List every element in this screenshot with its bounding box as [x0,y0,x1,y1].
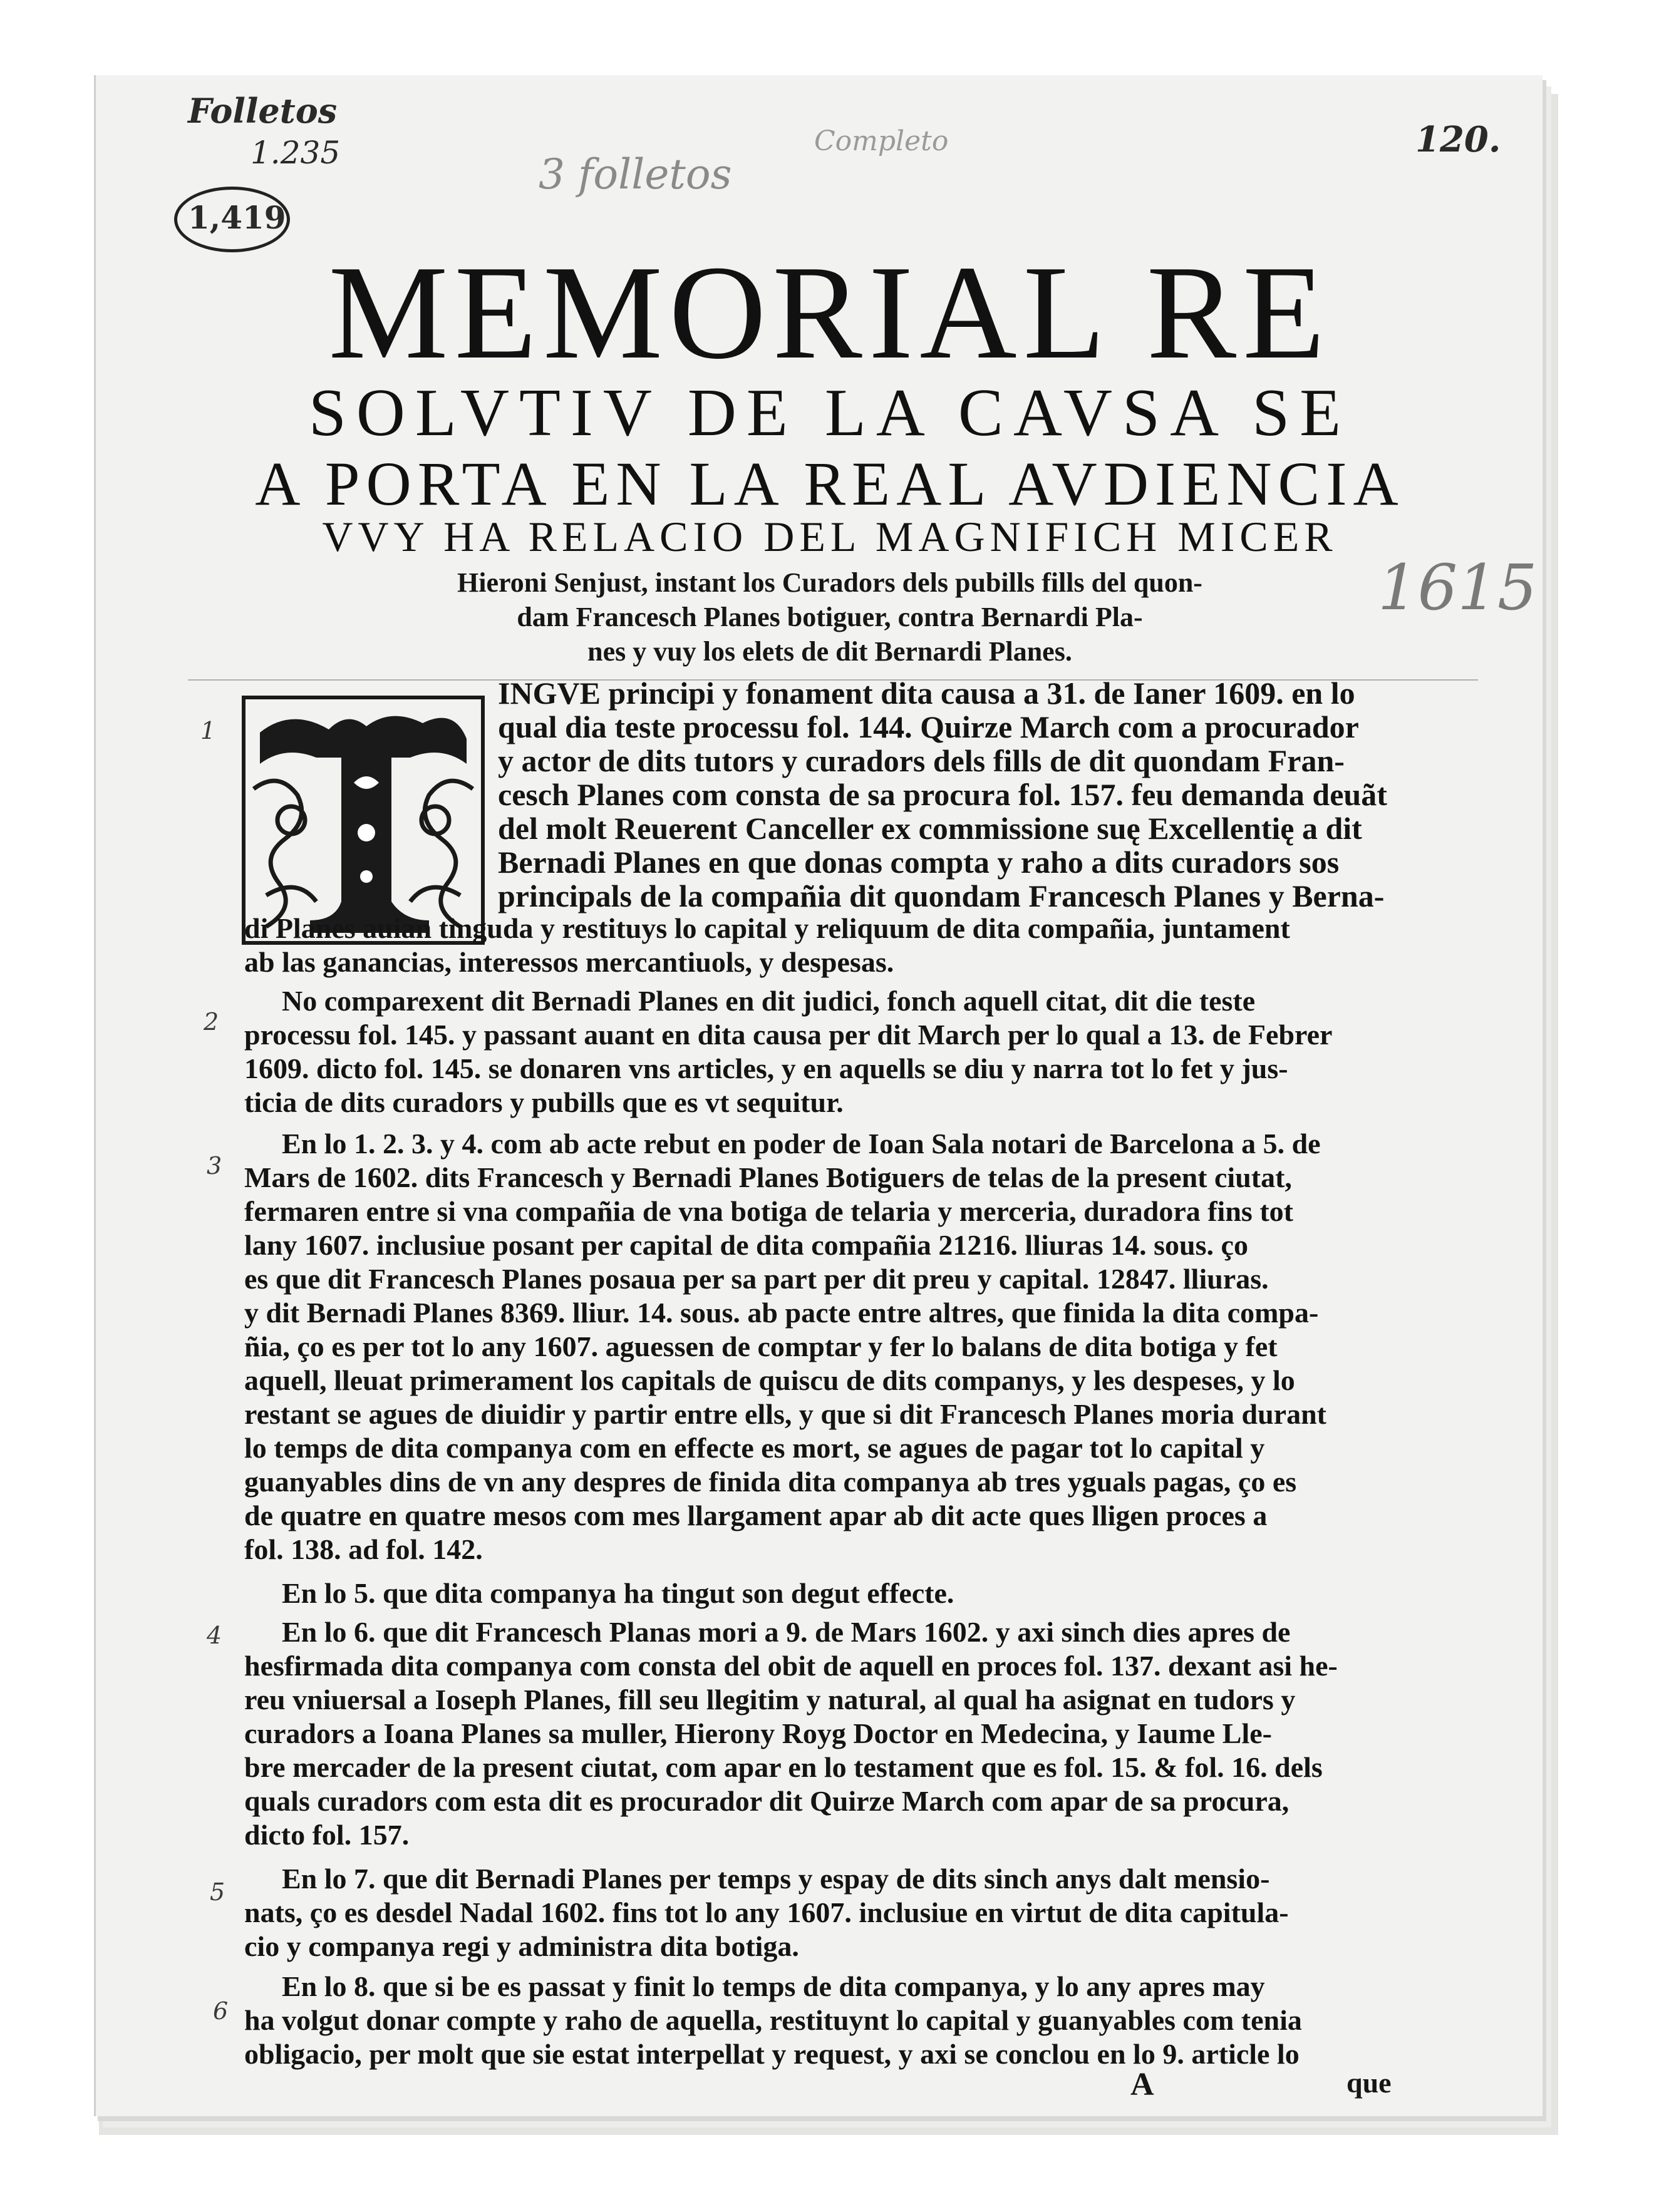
body-line: En lo 5. que dita companya ha tingut son degut effecte. [282,1577,954,1609]
decorated-initial-t-icon [241,695,485,945]
body-line: processu fol. 145. y passant auant en dita causa per dit March per lo qual a 13. de Febrer [244,1019,1333,1051]
margin-number: 3 [207,1152,222,1180]
body-line: INGVE principi y fonament dita causa a 31. de Ianer 1609. en lo [498,676,1355,711]
body-line: principals de la compañia dit quondam Francesch Planes y Berna- [498,878,1385,913]
annotation-year: 1615 [1378,551,1538,624]
body-line: cesch Planes com consta de sa procura fol. 157. feu demanda deuãt [498,777,1387,812]
body-line: ha volgut donar compte y raho de aquella, restituynt lo capital y guanyables com tenia [244,2004,1302,2036]
body-line: de quatre en quatre mesos com mes llargament apar ab dit acte ques lligen proces a [244,1500,1268,1531]
catchword: que [1346,2067,1392,2099]
body-line: restant se agues de diuidir y partir entre ells, y que si dit Francesch Planes moria durant [244,1398,1326,1430]
body-line: ab las ganancias, interessos mercantiuols, y despesas. [244,946,894,978]
body-line: aquell, lleuat primerament los capitals de quiscu de dits companys, y les despeses, y lo [244,1364,1295,1396]
body-line: qual dia teste processu fol. 144. Quirze March com a procurador [498,709,1359,744]
title-line-1: MEMORIAL RE [328,237,1331,387]
body-line: fermaren entre si vna compañia de vna botiga de telaria y merceria, duradora fins tot [244,1195,1293,1227]
body-line: nats, ço es desdel Nadal 1602. fins tot lo any 1607. inclusiue en virtut de dita capitula- [244,1896,1289,1928]
body-line: No comparexent dit Bernadi Planes en dit judici, fonch aquell citat, dit die teste [282,985,1256,1017]
body-line: ñia, ço es per tot lo any 1607. aguessen de comptar y fer lo balans de dita botiga y fet [244,1330,1278,1362]
folio-number: 120. [1415,119,1501,160]
body-line: curadors a Ioana Planes sa muller, Hierony Royg Doctor en Medecina, y Iaume Lle- [244,1717,1272,1749]
body-line: obligacio, per molt que sie estat interpellat y request, y axi se conclou en lo 9. article lo [244,2038,1300,2070]
body-line: En lo 6. que dit Francesch Planas mori a 9. de Mars 1602. y axi sinch dies apres de [282,1616,1291,1648]
title-line-2: SOLVTIV DE LA CAVSA SE [308,376,1351,450]
annotation-folletos: Folletos [188,91,338,131]
annotation-pencil-folletos: 3 folletos [539,150,732,198]
body-line: reu vniuersal a Ioseph Planes, fill seu llegitim y natural, al qual ha asignat en tudors y [244,1684,1296,1716]
body-line: y actor de dits tutors y curadors dels fills de dit quondam Fran- [498,743,1345,778]
body-line: es que dit Francesch Planes posaua per sa part per dit preu y capital. 12847. lliuras. [244,1263,1269,1295]
title-line-3: A PORTA EN LA REAL AVDIENCIA [255,449,1405,518]
title-line-4: VVY HA RELACIO DEL MAGNIFICH MICER [322,513,1338,560]
margin-number: 4 [207,1622,222,1649]
body-line: dicto fol. 157. [244,1819,410,1851]
body-line: Mars de 1602. dits Francesch y Bernadi Planes Botiguers de telas de la present ciutat, [244,1161,1292,1193]
body-line: cio y companya regi y administra dita botiga. [244,1930,799,1962]
body-line: 1609. dicto fol. 145. se donaren vns articles, y en aquells se diu y narra tot lo fet y jus- [244,1052,1288,1084]
body-line: lo temps de dita companya com en effecte es mort, se agues de pagar tot lo capital y [244,1432,1265,1464]
signature-mark: A [1130,2067,1154,2102]
body-line: fol. 138. ad fol. 142. [244,1533,483,1565]
body-line: del molt Reuerent Canceller ex commissione suę Excellentię a dit [498,811,1362,846]
title-line-6: dam Francesch Planes botiguer, contra Bernardi Pla- [517,602,1143,632]
margin-number: 2 [204,1008,219,1036]
annotation-shelfmark: 1.235 [251,135,341,171]
body-line: y dit Bernadi Planes 8369. lliur. 14. sous. ab pacte entre altres, que finida la dita compa- [244,1297,1319,1329]
body-line: En lo 8. que si be es passat y finit lo temps de dita companya, y lo any apres may [282,1970,1265,2002]
title-line-7: nes y vuy los elets de dit Bernardi Planes. [587,636,1072,667]
body-line: En lo 1. 2. 3. y 4. com ab acte rebut en poder de Ioan Sala notari de Barcelona a 5. de [282,1128,1321,1160]
body-line: hesfirmada dita companya com consta del obit de aquell en proces fol. 137. dexant asi he- [244,1650,1338,1682]
margin-number: 6 [213,1997,229,2025]
body-line: Bernadi Planes en que donas compta y raho a dits curadors sos [498,845,1340,880]
margin-number: 5 [210,1878,225,1906]
body-line: di Planes auian tinguda y restituys lo capital y reliquum de dita compañia, juntament [244,912,1290,944]
title-line-5: Hieroni Senjust, instant los Curadors dels pubills fills del quon- [457,567,1202,598]
body-line: bre mercader de la present ciutat, com apar en lo testament que es fol. 15. & fol. 16. dels [244,1751,1323,1783]
body-line: En lo 7. que dit Bernadi Planes per temps y espay de dits sinch anys dalt mensio- [282,1863,1270,1895]
annotation-pencil-completo: Completo [814,125,949,157]
stamp-number: 1,419 [188,199,286,236]
margin-number: 1 [200,717,216,744]
body-line: quals curadors com esta dit es procurador dit Quirze March com apar de sa procura, [244,1785,1289,1817]
body-line: lany 1607. inclusiue posant per capital de dita compañia 21216. lliuras 14. sous. ço [244,1229,1248,1261]
body-line: ticia de dits curadors y pubills que es vt sequitur. [244,1086,844,1118]
body-line: guanyables dins de vn any despres de finida dita companya ab tres yguals pagas, ço es [244,1466,1297,1498]
